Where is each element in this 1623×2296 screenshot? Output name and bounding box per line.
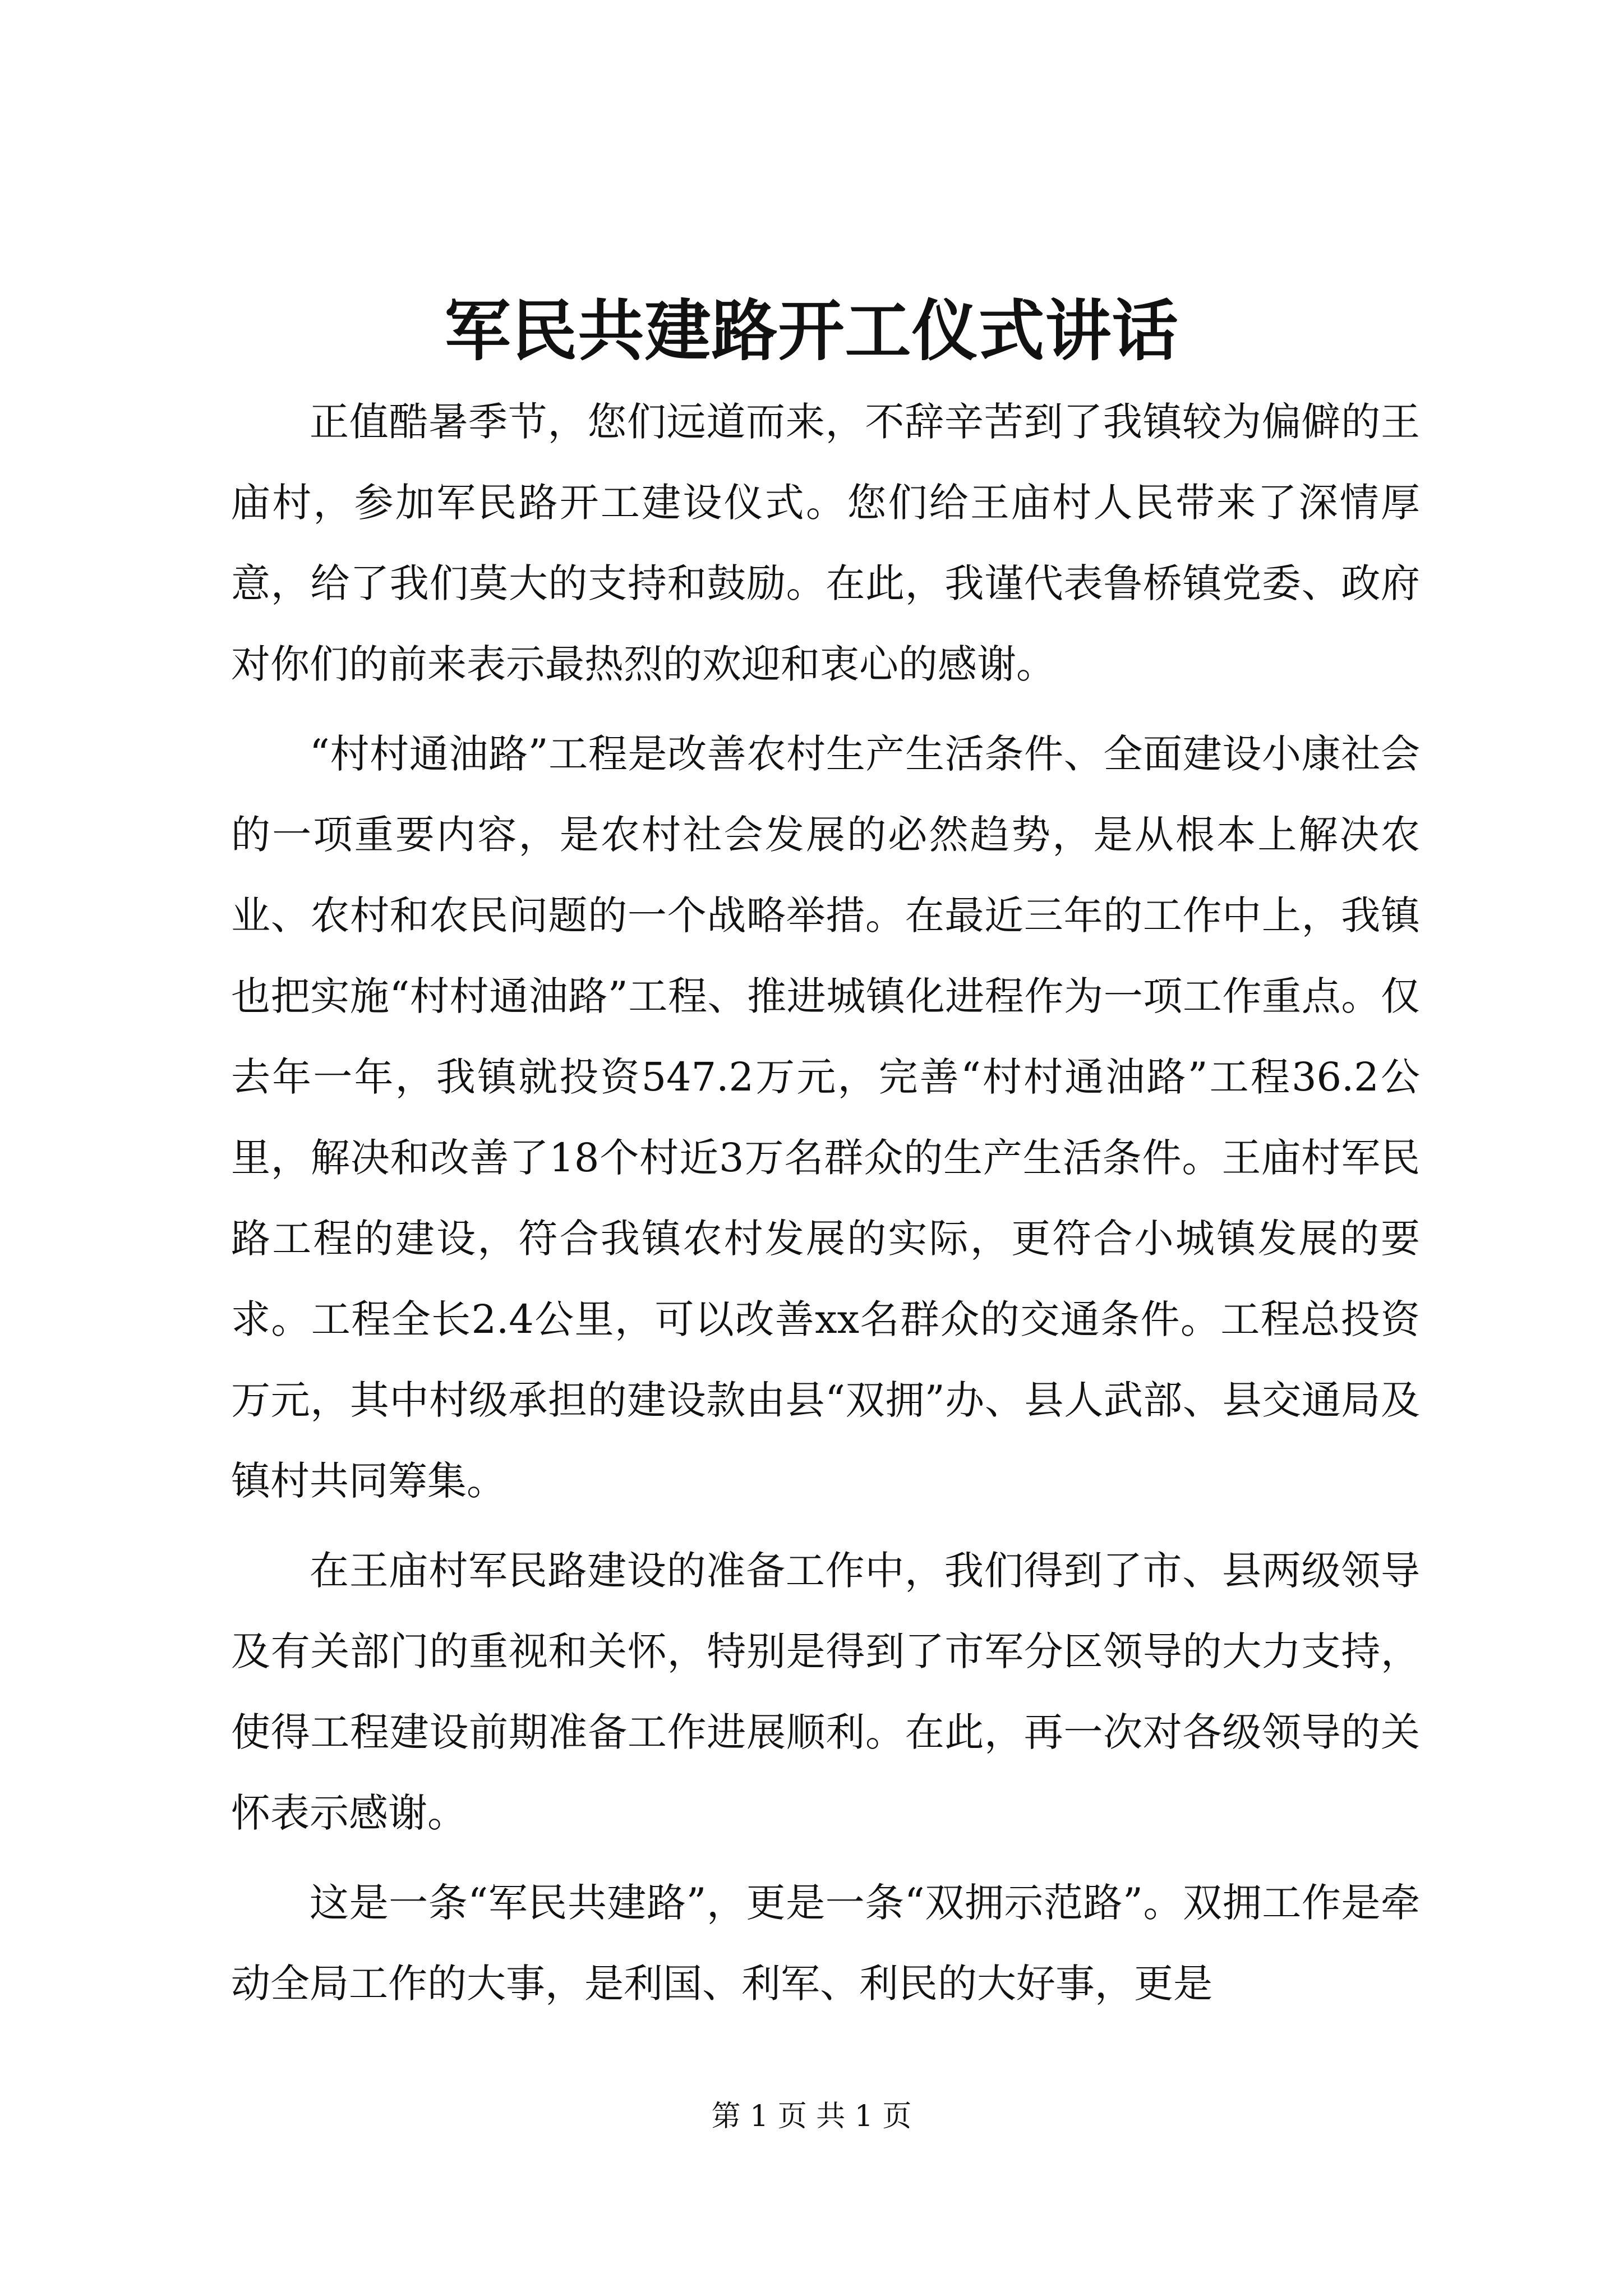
- page-number-footer: 第 1 页 共 1 页: [711, 2100, 912, 2133]
- document-title: 军民共建路开工仪式讲话: [444, 292, 1179, 370]
- paragraph-1: 正值酷暑季节，您们远道而来，不辞辛苦到了我镇较为偏僻的王庙村，参加军民路开工建设仪式。您们给王庙村人民带来了深情厚意，给了我们莫大的支持和鼓励。在此，我谨代表鲁桥镇党委、政府对你们的前来表示最热烈的欢迎和衷心的感谢。: [231, 399, 1420, 687]
- document-body: [231, 381, 1420, 2033]
- paragraph-2: “村村通油路”工程是改善农村生产生活条件、全面建设小康社会的一项重要内容，是农村社会发展的必然趋势，是从根本上解决农业、农村和农民问题的一个战略举措。在最近三年的工作中上，我镇也把实施“村村通油路”工程、推进城镇化进程作为一项工作重点。仅去年一年，我镇就投资547.2万元，完善“村村通油路”工程36.2公里，解决和改善了18个村近3万名群众的生产生活条件。王庙村军民路工程的建设，符合我镇农村发展的实际，更符合小城镇发展的要求。工程全长2.4公里，可以改善xx名群众的交通条件。工程总投资万元，其中村级承担的建设款由县“双拥”办、县人武部、县交通局及镇村共同筹集。: [231, 731, 1420, 1504]
- paragraph-3: 在王庙村军民路建设的准备工作中，我们得到了市、县两级领导及有关部门的重视和关怀，特别是得到了市军分区领导的大力支持，使得工程建设前期准备工作进展顺利。在此，再一次对各级领导的关怀表示感谢。: [231, 1548, 1420, 1836]
- paragraph-4: 这是一条“军民共建路”，更是一条“双拥示范路”。双拥工作是牵动全局工作的大事，是利国、利军、利民的大好事，更是: [231, 1880, 1420, 2007]
